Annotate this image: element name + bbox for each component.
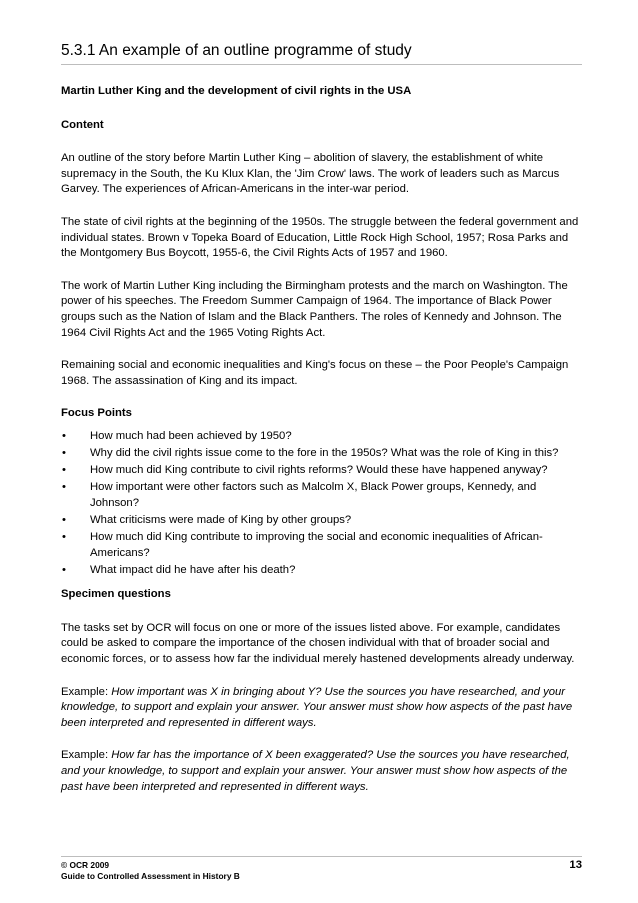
- list-item: [61, 446, 582, 462]
- example-paragraph: [61, 748, 582, 795]
- footer-copyright: © OCR 2009: [61, 860, 110, 870]
- example-label: Example:: [61, 749, 112, 762]
- footer-divider: [61, 856, 582, 857]
- content-paragraph: The work of Martin Luther King including the Birmingham protests and the march on Washington. The power of his speeches. The Freedom Summer Campaign of 1964. The importance of Black Power groups such as the Nation of Islam and the Black Panthers. The roles of Kennedy and Johnson. The 1964 Civil Rights Act and the 1965 Voting Rights Act.: [61, 279, 568, 339]
- list-item: [61, 513, 582, 529]
- list-item-text: How much did King contribute to civil rights reforms? Would these have happened anyway?: [90, 464, 548, 477]
- list-item-text: What impact did he have after his death?: [90, 563, 296, 576]
- bullet-icon: •: [62, 513, 66, 526]
- example-label: Example:: [61, 685, 112, 698]
- page-subtitle: Martin Luther King and the development of civil rights in the USA: [61, 85, 412, 97]
- specimen-intro: The tasks set by OCR will focus on one or more of the issues listed above. For example, candidates could be asked to compare the importance of the chosen individual with that of broader social and economic forces, or to assess how far the individual merely hastened developments already underway.: [61, 621, 575, 666]
- bullet-icon: •: [62, 530, 66, 543]
- list-item-text: How much had been achieved by 1950?: [90, 429, 292, 442]
- content-paragraph: Remaining social and economic inequalities and King's focus on these – the Poor People's Campaign 1968. The assassination of King and its impact.: [61, 359, 569, 387]
- list-item-text: How much did King contribute to improving the social and economic inequalities of African-Americans?: [90, 530, 543, 559]
- content-paragraph: An outline of the story before Martin Luther King – abolition of slavery, the establishment of white supremacy in the South, the Ku Klux Klan, the 'Jim Crow' laws. The work of leaders such as Marcus Garvey. The experiences of African-Americans in the inter-war period.: [61, 152, 560, 196]
- bullet-icon: •: [62, 481, 66, 494]
- focus-points-list: [61, 429, 582, 578]
- page-number: 13: [569, 859, 582, 871]
- list-item: [61, 530, 582, 561]
- bullet-icon: •: [62, 447, 66, 459]
- list-item: [61, 463, 582, 479]
- list-item-text: Why did the civil rights issue come to the fore in the 1950s? What was the role of King in this?: [90, 447, 559, 459]
- document-page: [61, 0, 582, 903]
- example-question: How important was X in bringing about Y? Use the sources you have researched, and your knowledge, to support and explain your answer. Your answer must show how aspects of the past have been interpreted and represented in different ways.: [61, 685, 573, 729]
- specimen-questions-heading: Specimen questions: [61, 588, 171, 601]
- section-title: 5.3.1 An example of an outline programme of study: [61, 41, 582, 65]
- content-paragraph: The state of civil rights at the beginning of the 1950s. The struggle between the federal government and individual states. Brown v Topeka Board of Education, Little Rock High School, 1957; Rosa Parks and the Montgomery Bus Boycott, 1955-6, the Civil Rights Acts of 1957 and 1960.: [61, 215, 579, 260]
- page-content: [61, 84, 582, 812]
- bullet-icon: •: [62, 429, 66, 442]
- list-item: [61, 429, 582, 445]
- list-item: [61, 480, 582, 511]
- list-item-text: How important were other factors such as Malcolm X, Black Power groups, Kennedy, and Johnson?: [90, 481, 537, 509]
- footer-guide-title: Guide to Controlled Assessment in History B: [61, 871, 240, 881]
- list-item: [61, 563, 582, 579]
- focus-points-heading: Focus Points: [61, 407, 132, 420]
- content-heading: Content: [61, 118, 104, 131]
- bullet-icon: •: [62, 563, 66, 576]
- bullet-icon: •: [62, 464, 66, 477]
- page-footer: [61, 860, 582, 882]
- example-question: How far has the importance of X been exaggerated? Use the sources you have researched, and your knowledge, to support and explain your answer. Your answer must show how aspects of the past have been interpreted and represented in different ways.: [61, 749, 570, 793]
- list-item-text: What criticisms were made of King by other groups?: [90, 513, 352, 526]
- example-paragraph: [61, 685, 582, 732]
